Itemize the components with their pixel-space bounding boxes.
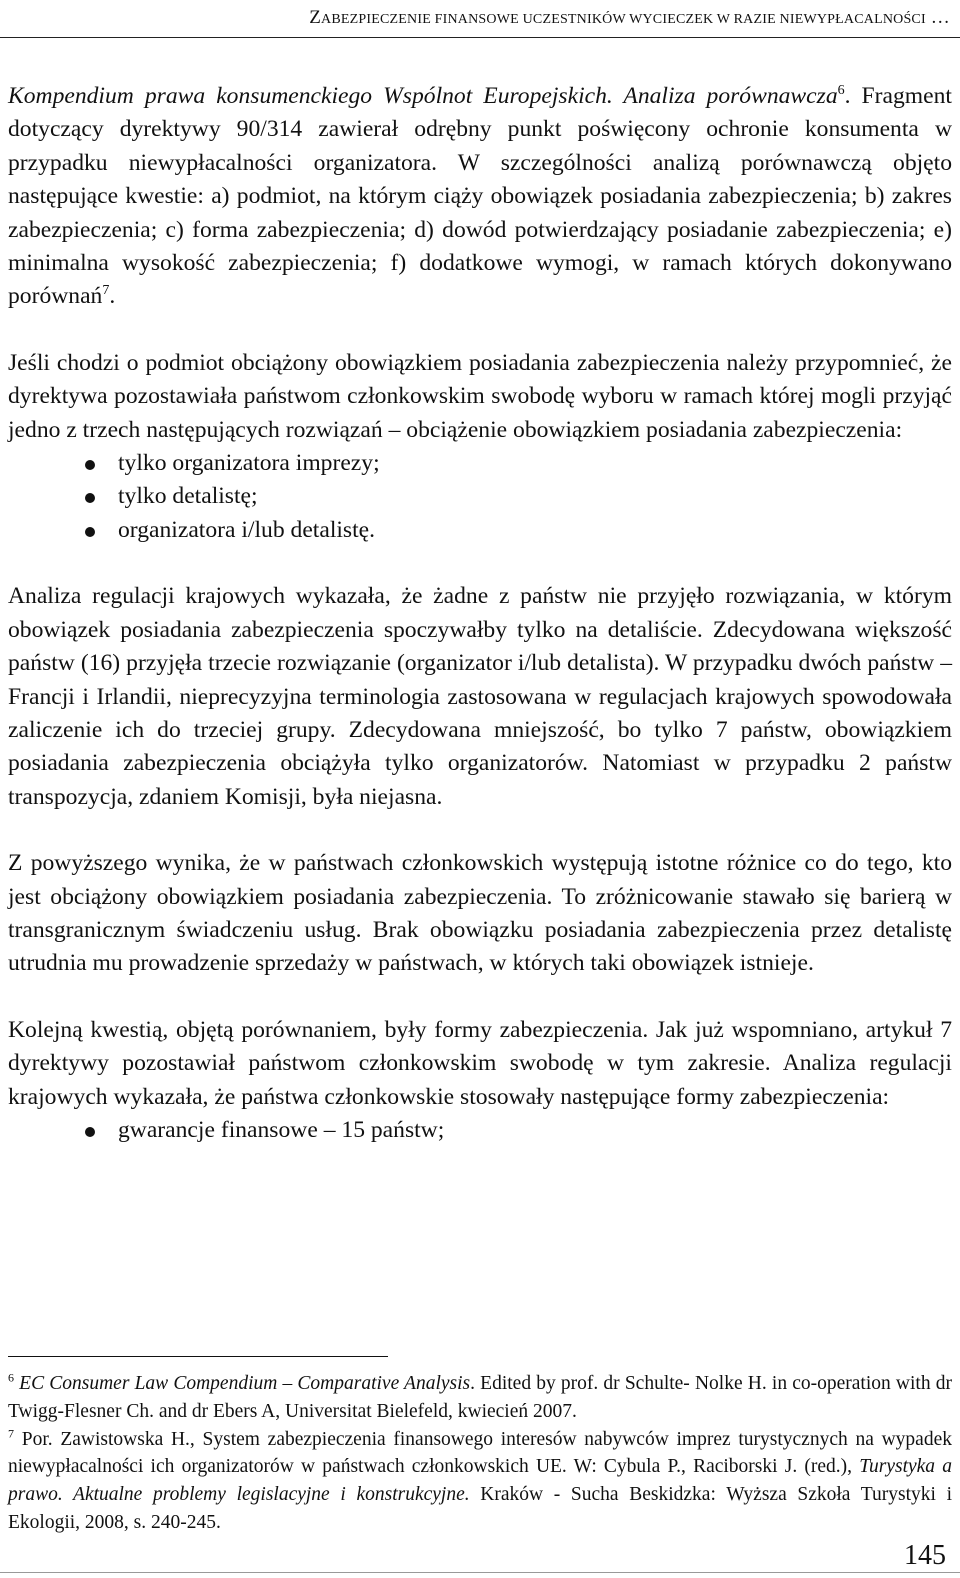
footnote-7-title: Turystyka a prawo. Aktualne problemy legislacyjne i konstrukcyjne.: [8, 1456, 952, 1506]
paragraph-2: Jeśli chodzi o podmiot obciążony obowiązkiem posiadania zabezpieczenia należy przypomnieć, że dyrektywa pozostawiała państwom członkowskim swobodę wyboru w ramach której mogli przyjąć jedno z trzech następujących rozwiązań – obciążenie obowiązkiem posiadania zabezpieczenia:: [8, 349, 952, 443]
footnote-6-text: . Edited by prof. dr Schulte- Nolke H. in co-operation with dr Twigg-Flesner Ch. and dr Ebers A, Universitat Bielefeld, kwiecień 2007.: [8, 1373, 952, 1422]
footnote-7-text: Por. Zawistowska H., System zabezpieczenia finansowego interesów nabywców imprez turystycznych na wypadek niewypłacalności ich organizatorów w państwach członkowskich UE. W: Cybula P., Raciborski J. (red.),: [8, 1428, 952, 1478]
footnote-ref-7[interactable]: 7: [102, 283, 110, 299]
list-item: organizatora i/lub detalistę.: [8, 514, 952, 547]
footnote-6: [8, 1370, 952, 1426]
compendium-title: Kompendium prawa konsumenckiego Wspólnot Europejskich. Analiza porównawcza: [8, 83, 838, 109]
paragraph-1-end: .: [109, 283, 116, 310]
header-title-smallcaps: ABEZPIECZENIE FINANSOWE UCZESTNIKÓW WYCIECZEK W RAZIE NIEWYPŁACALNOŚCI: [321, 12, 926, 27]
header-initial: Z: [309, 7, 322, 28]
footnote-7-tail: Kraków - Sucha Beskidzka: Wyższa Szkoła Turystyki i Ekologii, 2008, s. 240-245.: [8, 1484, 952, 1533]
list-item: gwarancje finansowe – 15 państw;: [8, 1114, 952, 1147]
header-ellipsis: …: [925, 7, 950, 28]
running-header: [0, 0, 960, 38]
running-header-title: [309, 7, 950, 29]
bullet-list-1: [8, 447, 952, 547]
paragraph-1: [8, 80, 952, 314]
paragraph-3: Analiza regulacji krajowych wykazała, że żadne z państw nie przyjęło rozwiązania, w którym obowiązek posiadania zabezpieczenia spoczywałby tylko na detaliście. Zdecydowana większość państw (16) przyjęła trzecie rozwiązanie (organizator i/lub detalista). W przypadku dwóch państw – Francji i Irlandii, nieprecyzyjna terminologia zastosowana w regulacjach krajowych spowodowała zaliczenie ich do trzeciej grupy. Zdecydowana mniejszość, bo tylko 7 państw, obowiązkiem posiadania zabezpieczenia obciążyła tylko organizatorów. Natomiast w przypadku 2 państw transpozycja, zdaniem Komisji, była niejasna.: [8, 583, 952, 810]
footnote-ref-6[interactable]: 6: [837, 83, 845, 99]
paragraph-4: Z powyższego wynika, że w państwach członkowskich występują istotne różnice co do tego, kto jest obciążony obowiązkiem posiadania zabezpieczenia. To zróżnicowanie stawało się barierą w transgranicznym świadczeniu usług. Brak obowiązku posiadania zabezpieczenia przez detalistę utrudnia mu prowadzenie sprzedaży w państwach, w których taki obowiązek istnieje.: [8, 850, 952, 977]
page-body: [8, 80, 952, 1147]
list-item: tylko organizatora imprezy;: [8, 447, 952, 480]
paragraph-5: Kolejną kwestią, objętą porównaniem, były formy zabezpieczenia. Jak już wspomniano, artykuł 7 dyrektywy pozostawiał państwom członkowskim swobodę w tym zakresie. Analiza regulacji krajowych wykazała, że państwa członkowskie stosowały następujące formy zabezpieczenia:: [8, 1016, 952, 1110]
footnote-7-number: 7: [8, 1426, 14, 1441]
footnote-6-number: 6: [8, 1370, 14, 1385]
bottom-divider: [0, 1572, 960, 1573]
bullet-list-2: [8, 1114, 952, 1147]
footnote-6-title: EC Consumer Law Compendium – Comparative Analysis: [19, 1373, 471, 1394]
footnotes: [8, 1370, 952, 1537]
paragraph-1-text: . Fragment dotyczący dyrektywy 90/314 zawierał odrębny punkt poświęcony ochronie konsumenta w przypadku niewypłacalności organizatora. W szczególności analizą porównawczą objęto następujące kwestie: a) podmiot, na którym ciąży obowiązek posiadania zabezpieczenia; b) zakres zabezpieczenia; c) forma zabezpieczenia; d) dowód potwierdzający posiadanie zabezpieczenia; e) minimalna wysokość zabezpieczenia; f) dodatkowe wymogi, w ramach których dokonywano porównań: [8, 83, 952, 310]
footnote-separator: [8, 1356, 388, 1357]
footnote-7: [8, 1426, 952, 1537]
list-item: tylko detalistę;: [8, 480, 952, 513]
page-number: 145: [904, 1540, 946, 1571]
